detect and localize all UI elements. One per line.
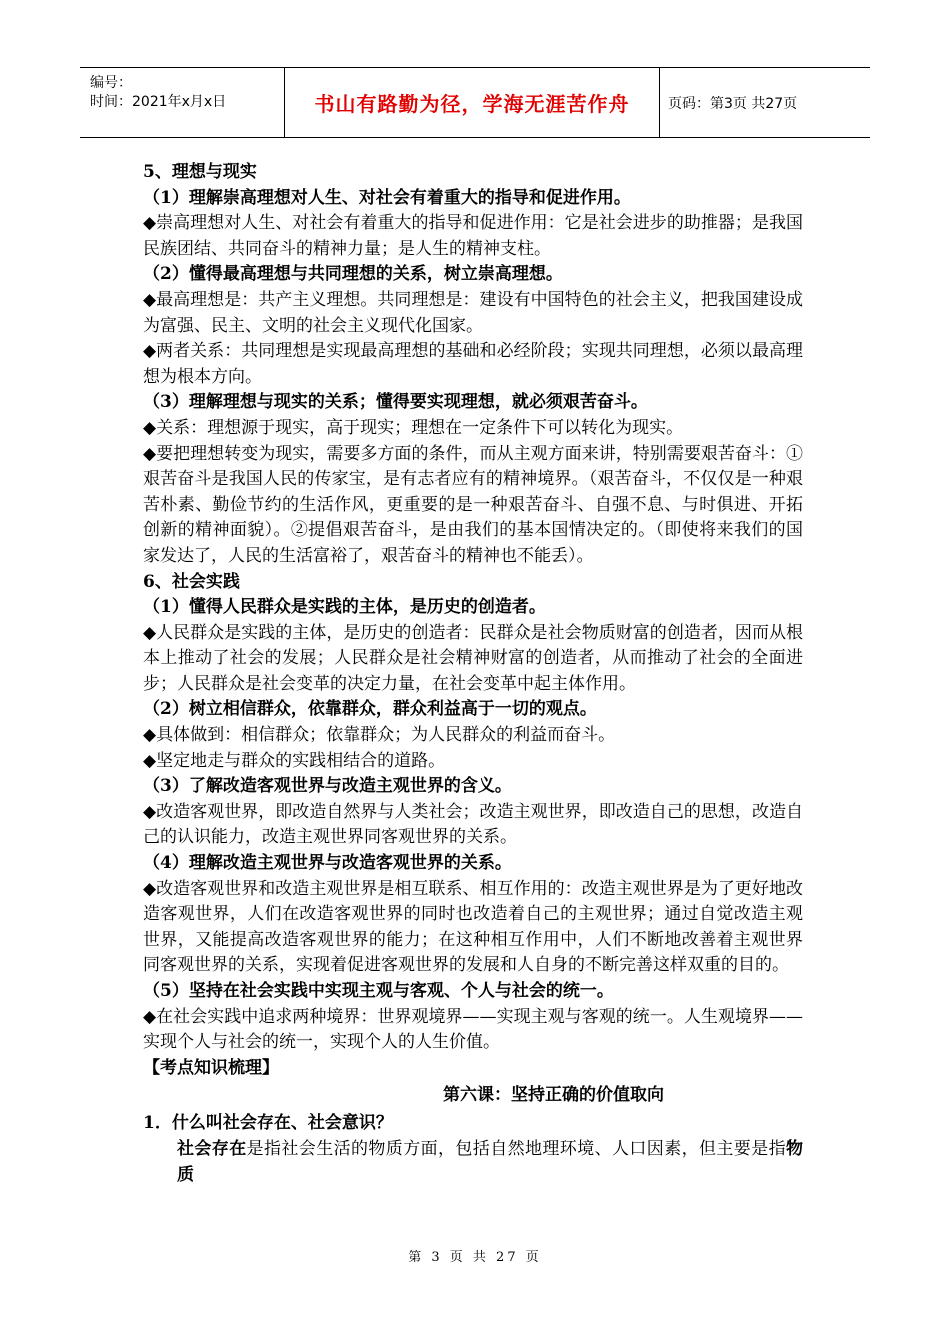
paragraph: ◆改造客观世界和改造主观世界是相互联系、相互作用的：改造主观世界是为了更好地改造客观世界，人们在改造客观世界的同时也改造着自己的主观世界；通过自觉改造主观世界，又能提高改造客观世界的能力；在这种相互作用中，人们不断地改善着主观世界同客观世界的关系，实现着促进客观世界的发展和人自身的不断完善这样双重的目的。 xyxy=(143,878,803,976)
paragraph: ◆最高理想是：共产主义理想。共同理想是：建设有中国特色的社会主义，把我国建设成为富强、民主、文明的社会主义现代化国家。 xyxy=(143,289,803,336)
paragraph: ◆两者关系：共同理想是实现最高理想的基础和必经阶段；实现共同理想，必须以最高理想为根本方向。 xyxy=(143,341,803,387)
subsection-heading: （5）坚持在社会实践中实现主观与客观、个人与社会的统一。 xyxy=(143,981,614,1001)
motto: 书山有路勤为径，学海无涯苦作舟 xyxy=(314,92,630,116)
subsection-heading: （1）理解崇高理想对人生、对社会有着重大的指导和促进作用。 xyxy=(143,187,631,208)
number-label: 编号： xyxy=(90,75,132,91)
section-title: 5、理想与现实 xyxy=(143,162,257,182)
paragraph: ◆坚定地走与群众的实践相结合的道路。 xyxy=(143,750,446,771)
paragraph: ◆改造客观世界，即改造自然界与人类社会；改造主观世界，即改造自己的思想，改造自己的认识能力，改造主观世界同客观世界的关系。 xyxy=(143,801,803,848)
paragraph: ◆关系：理想源于现实，高于现实；理想在一定条件下可以转化为现实。 xyxy=(143,417,684,438)
header-table xyxy=(80,67,870,138)
answer-text: 是指社会生活的物质方面，包括自然地理环境、人口因素，但主要是指 xyxy=(246,1139,787,1160)
header-middle-cell xyxy=(284,68,660,137)
paragraph: ◆具体做到：相信群众；依靠群众；为人民群众的利益而奋斗。 xyxy=(143,725,616,746)
section-title: 6、社会实践 xyxy=(143,571,240,592)
answer-end: 物质 xyxy=(177,1139,804,1185)
header-right-cell xyxy=(660,68,870,137)
subsection-heading: （3）理解理想与现实的关系；懂得要实现理想，就必须艰苦奋斗。 xyxy=(143,392,648,413)
subsection-heading: （2）树立相信群众，依靠群众，群众利益高于一切的观点。 xyxy=(143,699,597,720)
review-title: 【考点知识梳理】 xyxy=(143,1057,279,1078)
paragraph: ◆在社会实践中追求两种境界：世界观境界——实现主观与客观的统一。人生观境界——实现个人与社会的统一，实现个人的人生价值。 xyxy=(143,1006,803,1053)
lesson-title: 第六课：坚持正确的价值取向 xyxy=(443,1085,664,1106)
question-answer xyxy=(143,1137,803,1188)
subsection-heading: （4）理解改造主观世界与改造客观世界的关系。 xyxy=(143,853,512,874)
time-label: 时间：2021年x月x日 xyxy=(90,94,227,110)
page-info: 页码：第3页 共27页 xyxy=(668,95,798,112)
term-social-existence: 社会存在 xyxy=(177,1139,247,1160)
paragraph: ◆要把理想转变为现实，需要多方面的条件，而从主观方面来讲，特别需要艰苦奋斗：①艰苦奋斗是我国人民的传家宝，是有志者应有的精神境界。（艰苦奋斗，不仅仅是一种艰苦朴素、勤俭节约的生活作风，更重要的是一种艰苦奋斗、自强不息、与时俱进、开拓创新的精神面貌）。②提倡艰苦奋斗，是由我们的基本国情决定的。（即使将来我们的国家发达了，人民的生活富裕了，艰苦奋斗的精神也不能丢）。 xyxy=(143,443,803,566)
document-body xyxy=(143,160,803,1189)
page-footer: 第 3 页 共 27 页 xyxy=(408,1250,542,1265)
paragraph: ◆崇高理想对人生、对社会有着重大的指导和促进作用：它是社会进步的助推器；是我国民族团结、共同奋斗的精神力量；是人生的精神支柱。 xyxy=(143,213,803,259)
paragraph: ◆人民群众是实践的主体，是历史的创造者：民群众是社会物质财富的创造者，因而从根本上推动了社会的发展；人民群众是社会精神财富的创造者，从而推动了社会的全面进步；人民群众是社会变革的决定力量，在社会变革中起主体作用。 xyxy=(143,622,803,694)
subsection-heading: （1）懂得人民群众是实践的主体，是历史的创造者。 xyxy=(143,597,546,618)
question-heading: 1．什么叫社会存在、社会意识？ xyxy=(143,1113,393,1134)
subsection-heading: （2）懂得最高理想与共同理想的关系，树立崇高理想。 xyxy=(143,264,563,285)
subsection-heading: （3）了解改造客观世界与改造主观世界的含义。 xyxy=(143,776,512,797)
header-left-cell xyxy=(80,68,284,137)
